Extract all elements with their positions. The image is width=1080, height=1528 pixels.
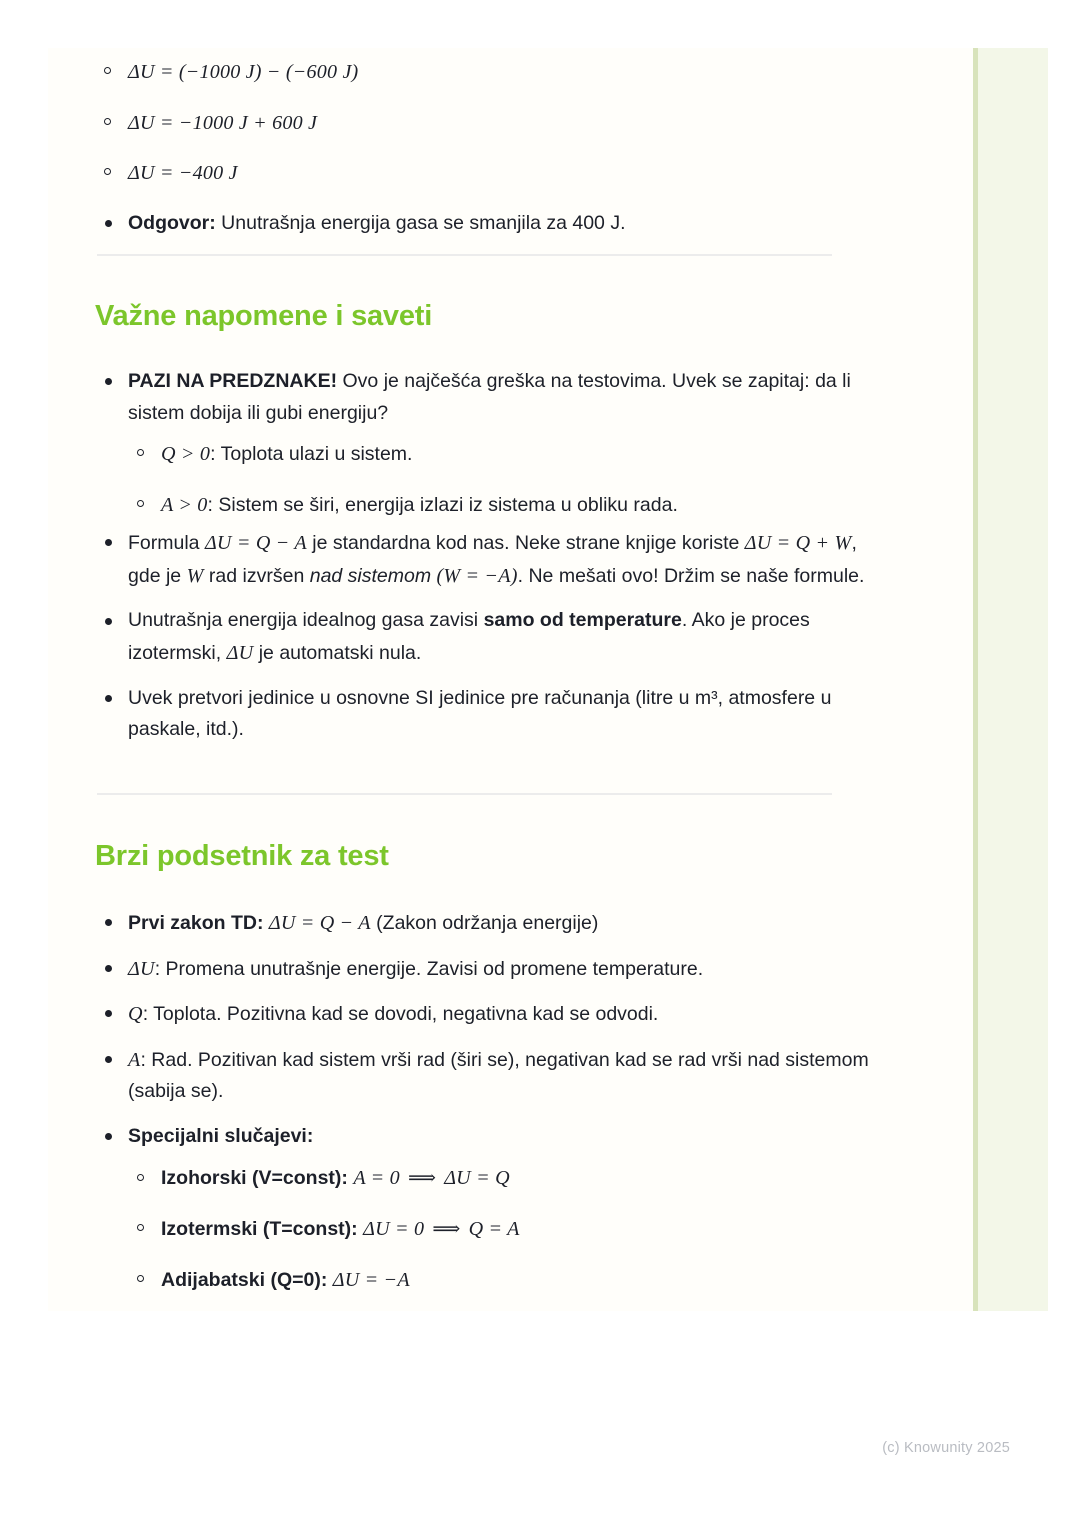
section-divider-1 (97, 254, 832, 256)
right-green-accent-rule (973, 48, 978, 1311)
filled-bullet-icon (105, 695, 112, 702)
filled-bullet-icon (105, 919, 112, 926)
tip-1-emphasis: PAZI NA PREDZNAKE! (128, 369, 338, 392)
tip-2-text-5: . Ne mešati ovo! Držim se naše formule. (517, 564, 865, 587)
tip-3-text-2: . Ako je proces izotermski, (128, 609, 810, 665)
tips-section (95, 293, 885, 757)
list-item (128, 1162, 885, 1195)
reminder-4-text: : Rad. Pozitivan kad sistem vrši rad (širi se), negativan kad se rad vrši nad sistemom (sabija se). (128, 1048, 869, 1103)
document-card (48, 48, 1048, 1311)
tip-1-sub-2-text: : Sistem se širi, energija izlazi iz sistema u obliku rada. (207, 493, 678, 516)
filled-bullet-icon (105, 618, 112, 625)
filled-bullet-icon (105, 965, 112, 972)
calculation-steps-block (95, 56, 885, 250)
list-item (95, 683, 885, 746)
reminder-list (95, 907, 885, 1296)
special-cases-label: Specijalni slučajevi: (128, 1124, 314, 1147)
calculation-steps-list (95, 56, 885, 190)
reminder-1-formula: ΔU = Q − A (268, 911, 371, 934)
reminder-3-text: : Toplota. Pozitivna kad se dovodi, negativna kad se odvodi. (142, 1003, 659, 1026)
reminder-4-symbol: A (128, 1048, 141, 1071)
list-item (95, 1044, 885, 1108)
case-2-lhs: ΔU = 0 (363, 1218, 425, 1241)
answer-list (95, 208, 885, 240)
tip-2-formula-3: (W = −A) (436, 564, 518, 587)
tip-1-sub-1-text: : Toplota ulazi u sistem. (210, 443, 413, 466)
reminder-2-text: : Promena unutrašnje energije. Zavisi od promene temperature. (154, 957, 704, 980)
reminder-1-text: (Zakon održanja energije) (376, 911, 599, 934)
implies-arrow-icon: ⟹ (432, 1219, 461, 1241)
page-title-reminder: Brzi podsetnik za test (95, 840, 389, 872)
filled-bullet-icon (105, 378, 112, 385)
calc-step-3: ΔU = −400 J (128, 162, 238, 185)
right-green-panel (978, 48, 1048, 1311)
hollow-bullet-icon (137, 449, 144, 456)
hollow-bullet-icon (104, 67, 111, 74)
tip-3-text-1: Unutrašnja energija idealnog gasa zavisi (128, 609, 479, 632)
implies-arrow-icon: ⟹ (408, 1168, 437, 1190)
tip-1-sub-2-math: A > 0 (161, 493, 208, 516)
case-2-label: Izotermski (T=const): (161, 1218, 358, 1241)
tip-2-text-3: , gde je (128, 532, 857, 587)
tip-3-text-3: je automatski nula. (258, 642, 422, 665)
list-item (95, 107, 885, 140)
list-item (95, 366, 885, 521)
list-item (128, 438, 885, 471)
tips-list (95, 366, 885, 746)
tip-3-emphasis: samo od temperature (483, 609, 682, 632)
reminder-3-symbol: Q (128, 1003, 143, 1026)
hollow-bullet-icon (104, 168, 111, 175)
filled-bullet-icon (105, 1010, 112, 1017)
tip-4-text: Uvek pretvori jedinice u osnovne SI jedinice pre računanja (litre u m³, atmosfere u paskale, itd.). (128, 686, 832, 741)
tip-2-text-2: je standardna kod nas. Neke strane knjige koriste (312, 532, 740, 555)
tip-2-formula-2: ΔU = Q + W (744, 532, 852, 555)
section-divider-2 (97, 793, 832, 795)
footer-copyright: (c) Knowunity 2025 (882, 1440, 1010, 1456)
tip-2-text-4: rad izvršen (208, 564, 305, 587)
reminder-1-label: Prvi zakon TD: (128, 911, 264, 934)
filled-bullet-icon (105, 1133, 112, 1140)
list-item (95, 998, 885, 1031)
tip-2-emphasis: nad sistemom (309, 564, 432, 587)
case-1-lhs: A = 0 (353, 1167, 400, 1190)
filled-bullet-icon (105, 539, 112, 546)
hollow-bullet-icon (104, 118, 111, 125)
calc-step-1: ΔU = (−1000 J) − (−600 J) (128, 61, 359, 83)
hollow-bullet-icon (137, 1174, 144, 1181)
list-item (95, 1121, 885, 1296)
reminder-2-symbol: ΔU (128, 957, 155, 980)
list-item (128, 1264, 885, 1297)
list-item (95, 527, 885, 592)
case-3-lhs: ΔU = −A (332, 1268, 410, 1291)
tip-2-symbol-w: W (186, 564, 204, 587)
list-item (128, 1213, 885, 1246)
page-title-tips: Važne napomene i saveti (95, 300, 433, 332)
case-1-label: Izohorski (V=const): (161, 1167, 348, 1190)
calc-step-2: ΔU = −1000 J + 600 J (128, 111, 318, 134)
filled-bullet-icon (105, 220, 112, 227)
case-1-rhs: ΔU = Q (444, 1167, 510, 1190)
list-item (95, 208, 885, 240)
list-item (95, 907, 885, 940)
hollow-bullet-icon (137, 1275, 144, 1282)
tip-2-text-1: Formula (128, 532, 200, 555)
case-2-rhs: Q = A (468, 1218, 520, 1241)
list-item (128, 489, 885, 522)
hollow-bullet-icon (137, 500, 144, 507)
list-item (95, 56, 885, 89)
tip-1-sub-1-math: Q > 0 (161, 443, 211, 466)
list-item (95, 605, 885, 669)
tip-3-symbol-deltau: ΔU (226, 642, 254, 665)
list-item (95, 157, 885, 190)
answer-text: Unutrašnja energija gasa se smanjila za 400 J. (221, 211, 626, 234)
answer-label: Odgovor: (128, 211, 216, 234)
tip-2-formula-1: ΔU = Q − A (204, 532, 307, 555)
special-cases-list (128, 1162, 885, 1296)
tip-1-text: Ovo je najčešća greška na testovima. Uvek se zapitaj: da li sistem dobija ili gubi energiju? (128, 369, 851, 424)
tip-1-sublist (128, 438, 885, 521)
filled-bullet-icon (105, 1056, 112, 1063)
list-item (95, 953, 885, 986)
hollow-bullet-icon (137, 1224, 144, 1231)
case-3-label: Adijabatski (Q=0): (161, 1268, 328, 1291)
reminder-section (95, 833, 885, 1314)
